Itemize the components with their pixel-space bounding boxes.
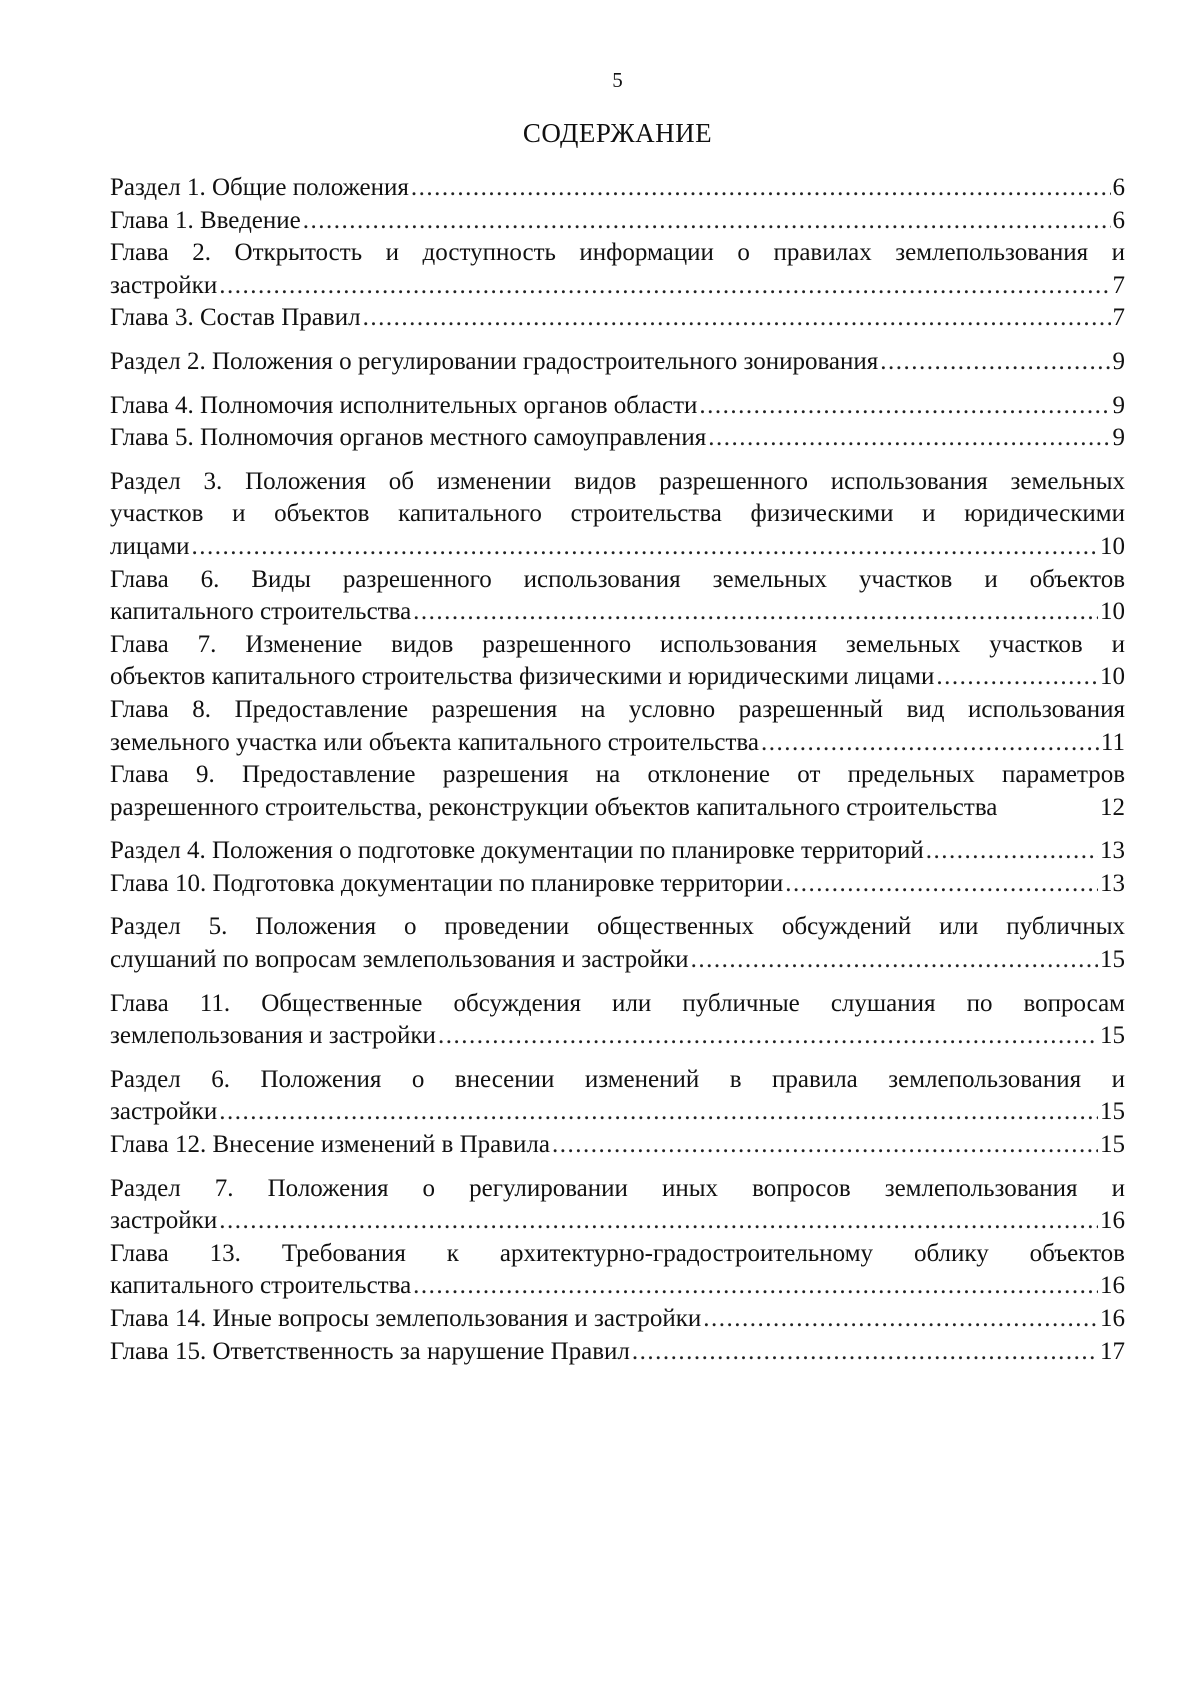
toc-entry-last-line xyxy=(110,1270,1125,1303)
toc-entry-page-number: 9 xyxy=(1112,391,1125,419)
toc-entry-title: капитального строительства xyxy=(110,598,412,626)
toc-entry-title: Глава 15. Ответственность за нарушение Правил xyxy=(110,1337,630,1365)
toc-entry-title: Глава 1. Введение xyxy=(110,206,301,234)
toc-entry-last-line xyxy=(110,302,1125,335)
toc-entry-last-line xyxy=(110,1205,1125,1238)
dot-leader xyxy=(413,596,1098,629)
toc-entry[interactable] xyxy=(110,1064,1125,1129)
toc-entry-page-number: 6 xyxy=(1112,174,1125,201)
toc-entry-last-line xyxy=(110,205,1125,238)
toc-entry[interactable] xyxy=(110,1303,1125,1336)
dot-leader xyxy=(219,1205,1098,1238)
toc-entry[interactable] xyxy=(110,172,1125,205)
dot-leader xyxy=(703,1303,1098,1336)
toc-entry-line: Глава 9. Предоставление разрешения на отклонение от предельных параметров xyxy=(110,761,1125,789)
toc-entry-page-number: 9 xyxy=(1112,347,1125,375)
toc-entry-line: Глава 6. Виды разрешенного использования земельных участков и объектов xyxy=(110,565,1125,593)
dot-leader xyxy=(411,172,1111,205)
toc-entry-line: Глава 8. Предоставление разрешения на условно разрешенный вид использования xyxy=(110,695,1125,723)
dot-leader xyxy=(363,302,1111,335)
toc-entry-title: слушаний по вопросам землепользования и застройки xyxy=(110,946,689,974)
toc-entry-last-line xyxy=(110,531,1125,564)
dot-leader xyxy=(691,944,1098,977)
toc-entry-title: Глава 4. Полномочия исполнительных органов области xyxy=(110,391,698,419)
toc-entry-page-number: 16 xyxy=(1100,1207,1125,1235)
toc-entry[interactable] xyxy=(110,1173,1125,1238)
toc-entry-page-number: 17 xyxy=(1100,1337,1125,1365)
toc-entry-last-line xyxy=(110,1336,1125,1369)
toc-entry-page-number: 13 xyxy=(1100,837,1125,865)
toc-entry[interactable] xyxy=(110,629,1125,694)
toc-entry[interactable] xyxy=(110,759,1125,824)
toc-entry-last-line xyxy=(110,172,1125,205)
toc-entry-line: Раздел 5. Положения о проведении общественных обсуждений или публичных xyxy=(110,913,1125,941)
toc-entry-last-line xyxy=(110,270,1125,303)
toc-entry-last-line xyxy=(110,727,1125,760)
toc-entry-title: Глава 5. Полномочия органов местного самоуправления xyxy=(110,424,707,452)
toc-entry-last-line xyxy=(110,1303,1125,1336)
toc-entry-page-number: 10 xyxy=(1100,598,1125,626)
toc-entry-title: застройки xyxy=(110,1098,218,1126)
toc-entry-title: Глава 12. Внесение изменений в Правила xyxy=(110,1131,550,1159)
toc-entry-page-number: 15 xyxy=(1100,1098,1125,1126)
dot-leader xyxy=(761,727,1099,760)
page-number: 5 xyxy=(612,68,623,92)
toc-entry-last-line xyxy=(110,944,1125,977)
toc-entry-line: участков и объектов капитального строительства физическими и юридическими xyxy=(110,500,1125,528)
toc-entry-title: застройки xyxy=(110,271,218,299)
toc-entry-page-number: 10 xyxy=(1100,532,1125,560)
toc-entry-title: Глава 3. Состав Правил xyxy=(110,304,361,332)
toc-entry[interactable] xyxy=(110,988,1125,1053)
toc-entry-last-line xyxy=(110,661,1125,694)
toc-entry[interactable] xyxy=(110,835,1125,868)
dot-leader xyxy=(708,422,1110,455)
dot-leader xyxy=(785,868,1098,901)
toc-entry[interactable] xyxy=(110,911,1125,976)
dot-leader xyxy=(192,531,1098,564)
toc-entry-line: Глава 11. Общественные обсуждения или публичные слушания по вопросам xyxy=(110,989,1125,1017)
toc-entry-last-line xyxy=(110,390,1125,423)
toc-entry-last-line xyxy=(110,835,1125,868)
toc-entry-title: Раздел 1. Общие положения xyxy=(110,174,409,201)
dot-leader xyxy=(632,1336,1098,1369)
dot-leader xyxy=(219,1096,1098,1129)
toc-entry[interactable] xyxy=(110,237,1125,302)
toc-entry[interactable] xyxy=(110,205,1125,238)
toc-entry-title: Раздел 4. Положения о подготовке документации по планировке территорий xyxy=(110,837,924,865)
toc-entry-line: Раздел 7. Положения о регулировании иных вопросов землепользования и xyxy=(110,1174,1125,1202)
page-title: СОДЕРЖАНИЕ xyxy=(522,118,713,148)
toc-entry-title: застройки xyxy=(110,1207,218,1235)
toc-entry-title: объектов капитального строительства физическими и юридическими лицами xyxy=(110,663,935,691)
toc-entry-page-number: 13 xyxy=(1100,869,1125,897)
toc-entry-page-number: 7 xyxy=(1112,271,1125,299)
toc-entry-page-number: 7 xyxy=(1112,304,1125,332)
toc-entry-last-line xyxy=(110,346,1125,379)
dot-leader xyxy=(926,835,1098,868)
toc-entry[interactable] xyxy=(110,390,1125,423)
toc-entry-page-number: 6 xyxy=(1112,206,1125,234)
toc-entry-line: Глава 2. Открытость и доступность информации о правилах землепользования и xyxy=(110,239,1125,267)
toc-entry[interactable] xyxy=(110,1336,1125,1369)
dot-leader xyxy=(880,346,1110,379)
dot-leader xyxy=(303,205,1111,238)
toc-entry-page-number: 15 xyxy=(1100,1022,1125,1050)
toc-entry-page-number: 11 xyxy=(1100,728,1125,756)
toc-entry-title: землепользования и застройки xyxy=(110,1022,436,1050)
toc-entry[interactable] xyxy=(110,422,1125,455)
toc-entry[interactable] xyxy=(110,302,1125,335)
toc-entry-last-line xyxy=(110,422,1125,455)
toc-entry-last-line xyxy=(110,792,1125,825)
toc-entry[interactable] xyxy=(110,466,1125,564)
toc-entry[interactable] xyxy=(110,346,1125,379)
toc-entry-title: разрешенного строительства, реконструкции объектов капитального строительства xyxy=(110,793,998,821)
toc-entry[interactable] xyxy=(110,694,1125,759)
toc-entry-line: Раздел 6. Положения о внесении изменений в правила землепользования и xyxy=(110,1065,1125,1093)
toc-entry-last-line xyxy=(110,1129,1125,1162)
toc-entry-title: Глава 14. Иные вопросы землепользования и застройки xyxy=(110,1305,702,1332)
toc-entry[interactable] xyxy=(110,564,1125,629)
toc-entry-title: капитального строительства xyxy=(110,1272,412,1300)
toc-entry-page-number: 15 xyxy=(1100,946,1125,974)
toc-entry-last-line xyxy=(110,868,1125,901)
toc-entry[interactable] xyxy=(110,1129,1125,1162)
toc-entry-line: Глава 7. Изменение видов разрешенного использования земельных участков и xyxy=(110,630,1125,658)
toc-entry-title: земельного участка или объекта капитального строительства xyxy=(110,728,759,756)
toc-entry-last-line xyxy=(110,1020,1125,1053)
toc-entry-page-number: 9 xyxy=(1112,424,1125,452)
dot-leader xyxy=(219,270,1110,303)
toc-entry[interactable] xyxy=(110,868,1125,901)
dot-leader xyxy=(438,1020,1098,1053)
dot-leader xyxy=(699,390,1110,423)
dot-leader xyxy=(413,1270,1098,1303)
toc-entry-page-number: 12 xyxy=(1100,793,1125,821)
toc-entry[interactable] xyxy=(110,1238,1125,1303)
toc-entry-page-number: 16 xyxy=(1100,1272,1125,1300)
toc-entry-line: Раздел 3. Положения об изменении видов разрешенного использования земельных xyxy=(110,467,1125,495)
toc-entry-page-number: 15 xyxy=(1100,1131,1125,1159)
toc-entry-page-number: 16 xyxy=(1100,1305,1125,1332)
toc-entry-page-number: 10 xyxy=(1100,663,1125,691)
dot-leader xyxy=(936,661,1098,694)
toc-entry-last-line xyxy=(110,596,1125,629)
toc-entry-title: лицами xyxy=(110,532,190,560)
toc-entry-title: Глава 10. Подготовка документации по планировке территории xyxy=(110,869,784,897)
table-of-contents xyxy=(110,172,1125,1368)
toc-entry-line: Глава 13. Требования к архитектурно-градостроительному облику объектов xyxy=(110,1239,1125,1267)
dot-leader xyxy=(552,1129,1098,1162)
toc-entry-last-line xyxy=(110,1096,1125,1129)
toc-entry-title: Раздел 2. Положения о регулировании градостроительного зонирования xyxy=(110,347,879,375)
